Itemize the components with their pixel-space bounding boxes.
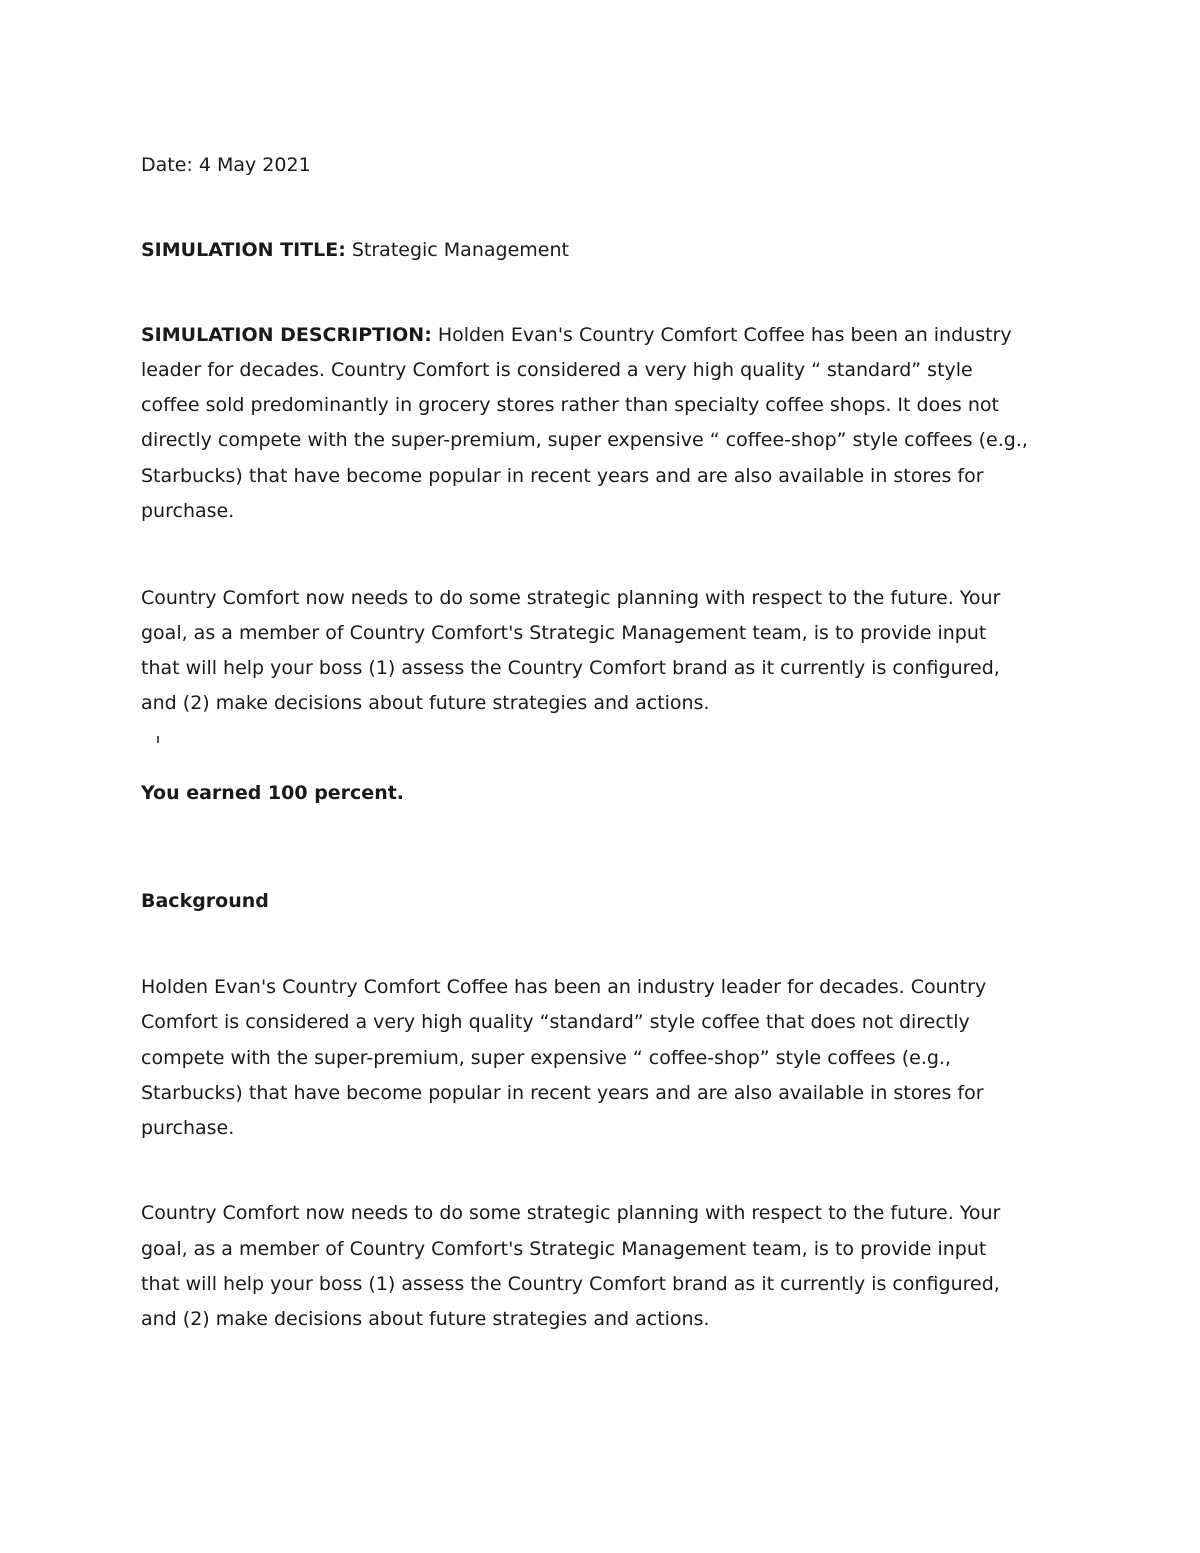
description-line-1 xyxy=(141,318,1012,353)
background-paragraph-line: Holden Evan's Country Comfort Coffee has been an industry leader for decades. Country xyxy=(141,976,987,998)
goal-paragraph-line: goal, as a member of Country Comfort's Strategic Management team, is to provide input xyxy=(141,1238,987,1260)
goal-paragraph-line: goal, as a member of Country Comfort's Strategic Management team, is to provide input xyxy=(141,622,987,644)
description-line: Starbucks) that have become popular in recent years and are also available in stores for xyxy=(141,465,984,487)
goal-paragraph-line: Country Comfort now needs to do some strategic planning with respect to the future. Your xyxy=(141,1202,1001,1224)
stray-mark xyxy=(157,736,159,743)
background-paragraph-line: Starbucks) that have become popular in recent years and are also available in stores for xyxy=(141,1082,984,1104)
score-line: You earned 100 percent. xyxy=(141,782,405,804)
background-paragraph-line: purchase. xyxy=(141,1117,235,1139)
description-line: purchase. xyxy=(141,500,235,522)
description-label: SIMULATION DESCRIPTION: xyxy=(141,324,432,346)
background-paragraph-line: Comfort is considered a very high quality “standard” style coffee that does not directly xyxy=(141,1011,970,1033)
goal-paragraph-line: that will help your boss (1) assess the Country Comfort brand as it currently is configured, xyxy=(141,1273,1000,1295)
simulation-title-label: SIMULATION TITLE: xyxy=(141,239,346,261)
description-text: Holden Evan's Country Comfort Coffee has been an industry xyxy=(437,324,1012,346)
goal-paragraph-line: and (2) make decisions about future strategies and actions. xyxy=(141,692,710,714)
goal-paragraph-line: Country Comfort now needs to do some strategic planning with respect to the future. Your xyxy=(141,587,1001,609)
goal-paragraph-line: that will help your boss (1) assess the Country Comfort brand as it currently is configured, xyxy=(141,657,1000,679)
description-line: leader for decades. Country Comfort is considered a very high quality “ standard” style xyxy=(141,359,973,381)
background-heading: Background xyxy=(141,890,269,912)
description-line: directly compete with the super-premium, super expensive “ coffee-shop” style coffees (e.g., xyxy=(141,429,1028,451)
date-line: Date: 4 May 2021 xyxy=(141,154,311,176)
background-paragraph-line: compete with the super-premium, super expensive “ coffee-shop” style coffees (e.g., xyxy=(141,1047,952,1069)
goal-paragraph-line: and (2) make decisions about future strategies and actions. xyxy=(141,1308,710,1330)
description-line: coffee sold predominantly in grocery stores rather than specialty coffee shops. It does not xyxy=(141,394,999,416)
simulation-title xyxy=(141,233,569,268)
simulation-title-value: Strategic Management xyxy=(351,239,569,261)
